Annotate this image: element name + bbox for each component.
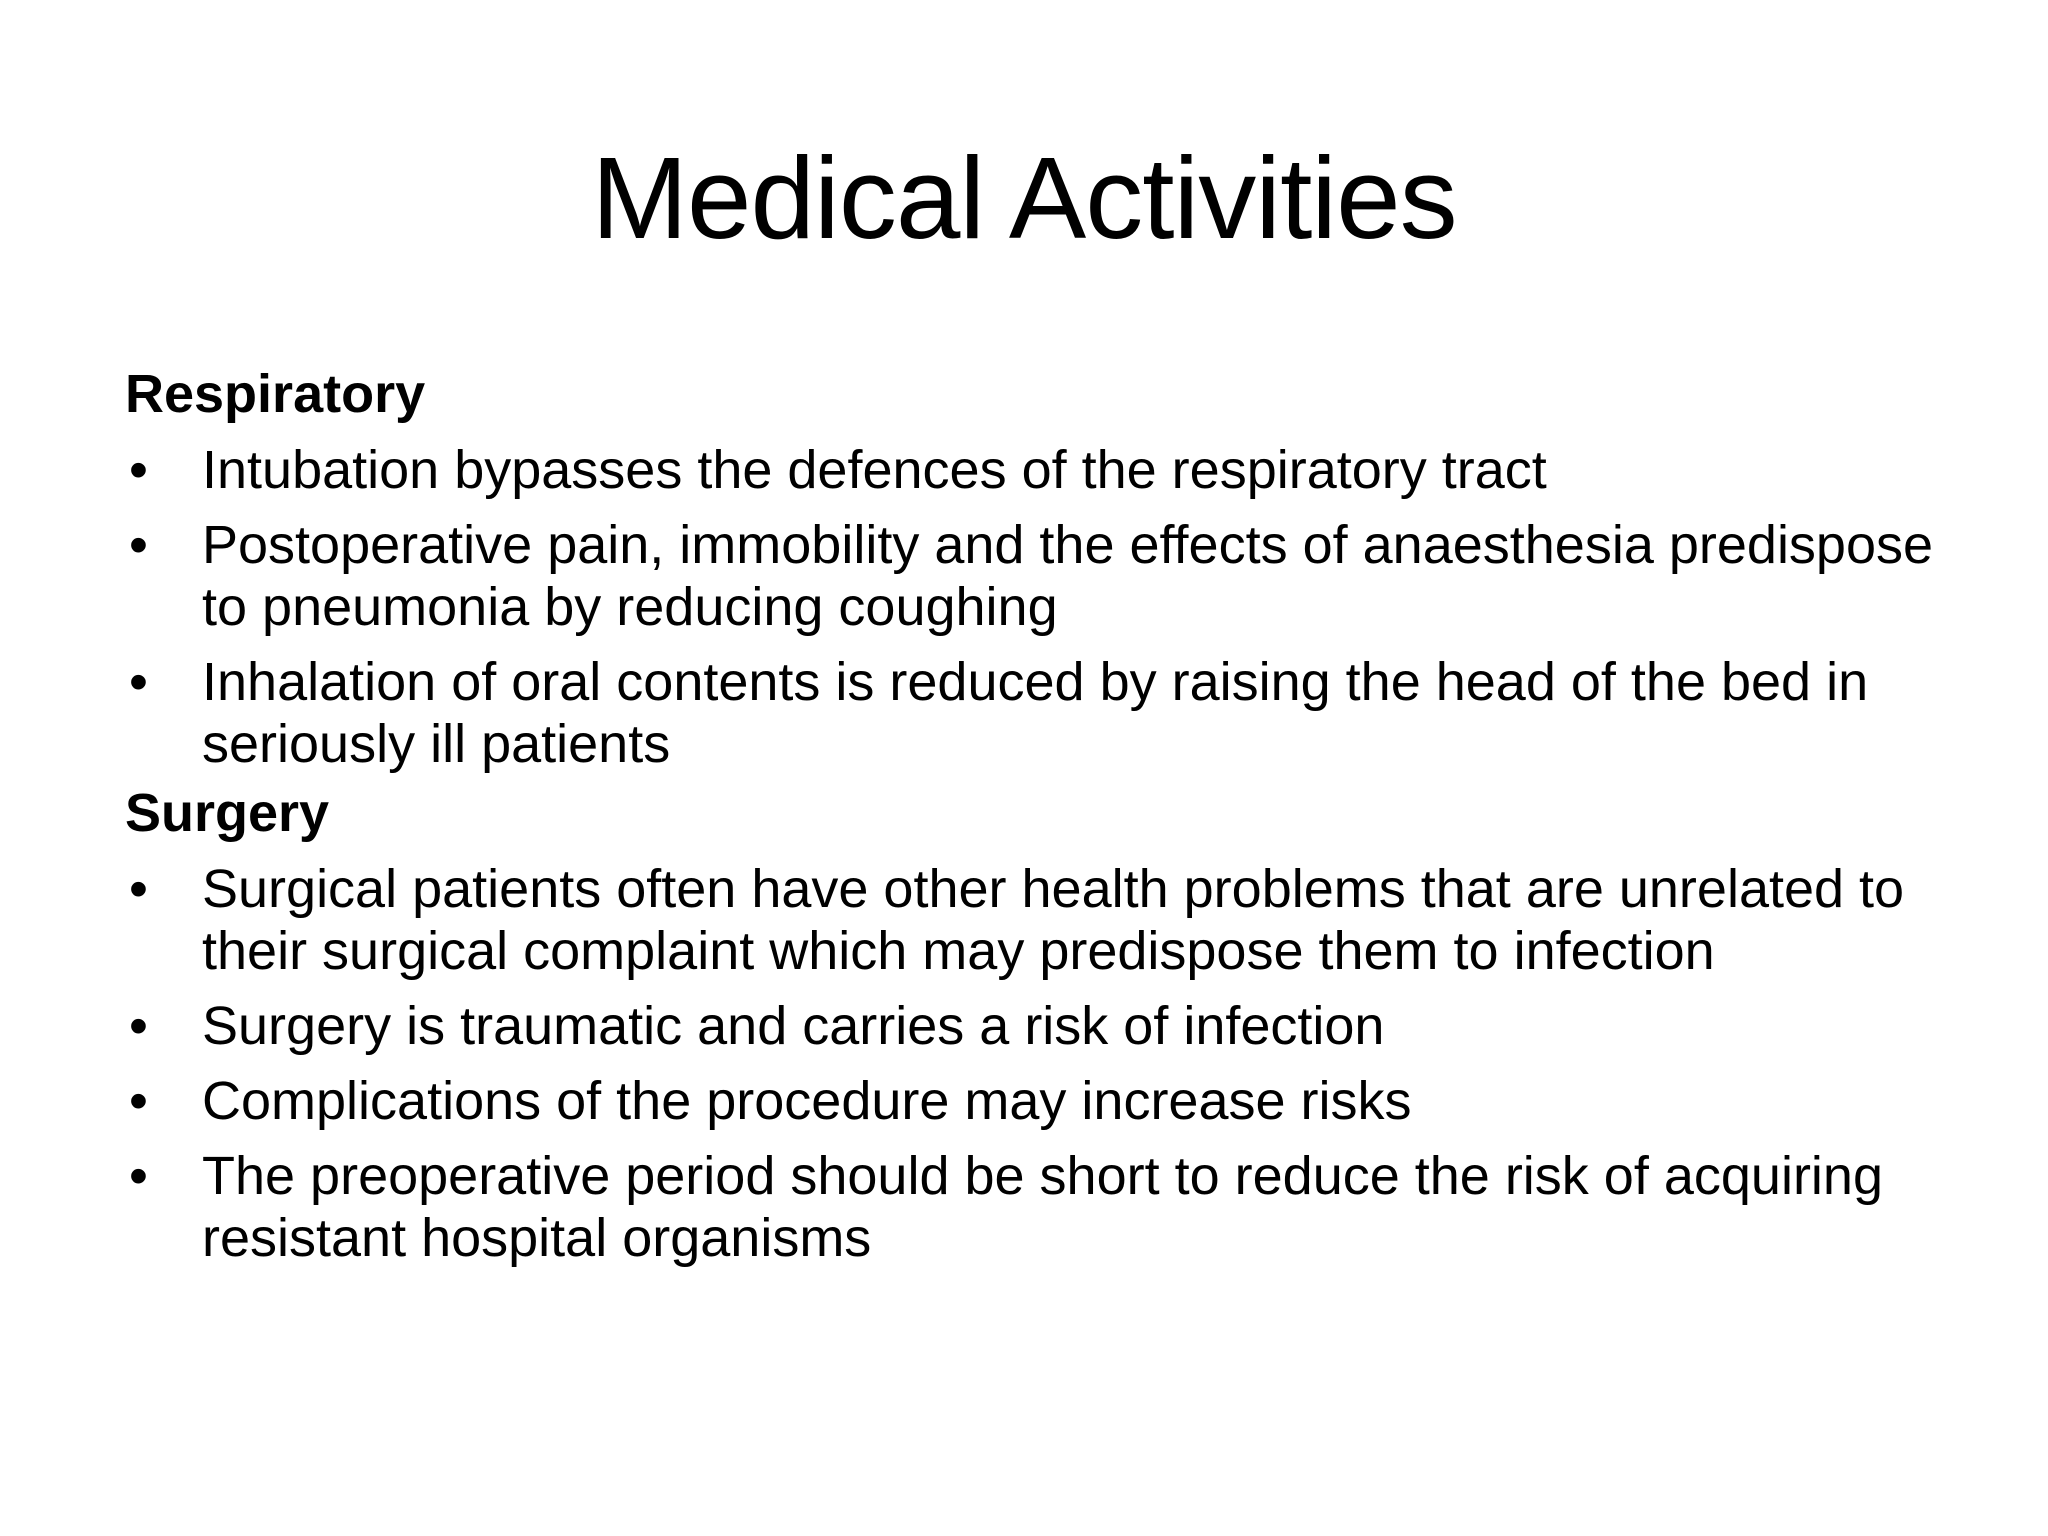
- list-item: [125, 651, 1965, 775]
- list-item-text: Surgical patients often have other health problems that are unrelated to their surgical complaint which may predispose them to infection: [202, 859, 1905, 981]
- bullet-icon: •: [129, 996, 148, 1056]
- list-item-text: Complications of the procedure may increase risks: [202, 1071, 1412, 1131]
- list-item: [125, 858, 1965, 982]
- bullet-list: [125, 439, 1965, 775]
- bullet-icon: •: [129, 1146, 148, 1206]
- list-item: [125, 1145, 1965, 1269]
- list-item: [125, 995, 1965, 1057]
- list-item-text: Inhalation of oral contents is reduced by raising the head of the bed in seriously ill patients: [202, 652, 1869, 774]
- list-item-text: Surgery is traumatic and carries a risk of infection: [202, 996, 1385, 1056]
- list-item: [125, 514, 1965, 638]
- bullet-icon: •: [129, 1071, 148, 1131]
- section-surgery: [125, 781, 1965, 1269]
- bullet-icon: •: [129, 440, 148, 500]
- bullet-icon: •: [129, 652, 148, 712]
- section-heading: Surgery: [125, 783, 330, 843]
- section-respiratory: [125, 362, 1965, 775]
- list-item: [125, 1070, 1965, 1132]
- list-item-text: The preoperative period should be short to reduce the risk of acquiring resistant hospital organisms: [202, 1146, 1883, 1268]
- section-heading: Respiratory: [125, 364, 426, 424]
- list-item-text: Intubation bypasses the defences of the respiratory tract: [202, 440, 1547, 500]
- slide-content: [125, 362, 1965, 1269]
- bullet-icon: •: [129, 859, 148, 919]
- slide-title: Medical Activities: [591, 133, 1457, 263]
- bullet-icon: •: [129, 515, 148, 575]
- list-item: [125, 439, 1965, 501]
- list-item-text: Postoperative pain, immobility and the effects of anaesthesia predispose to pneumonia by reducing coughing: [202, 515, 1934, 637]
- bullet-list: [125, 858, 1965, 1269]
